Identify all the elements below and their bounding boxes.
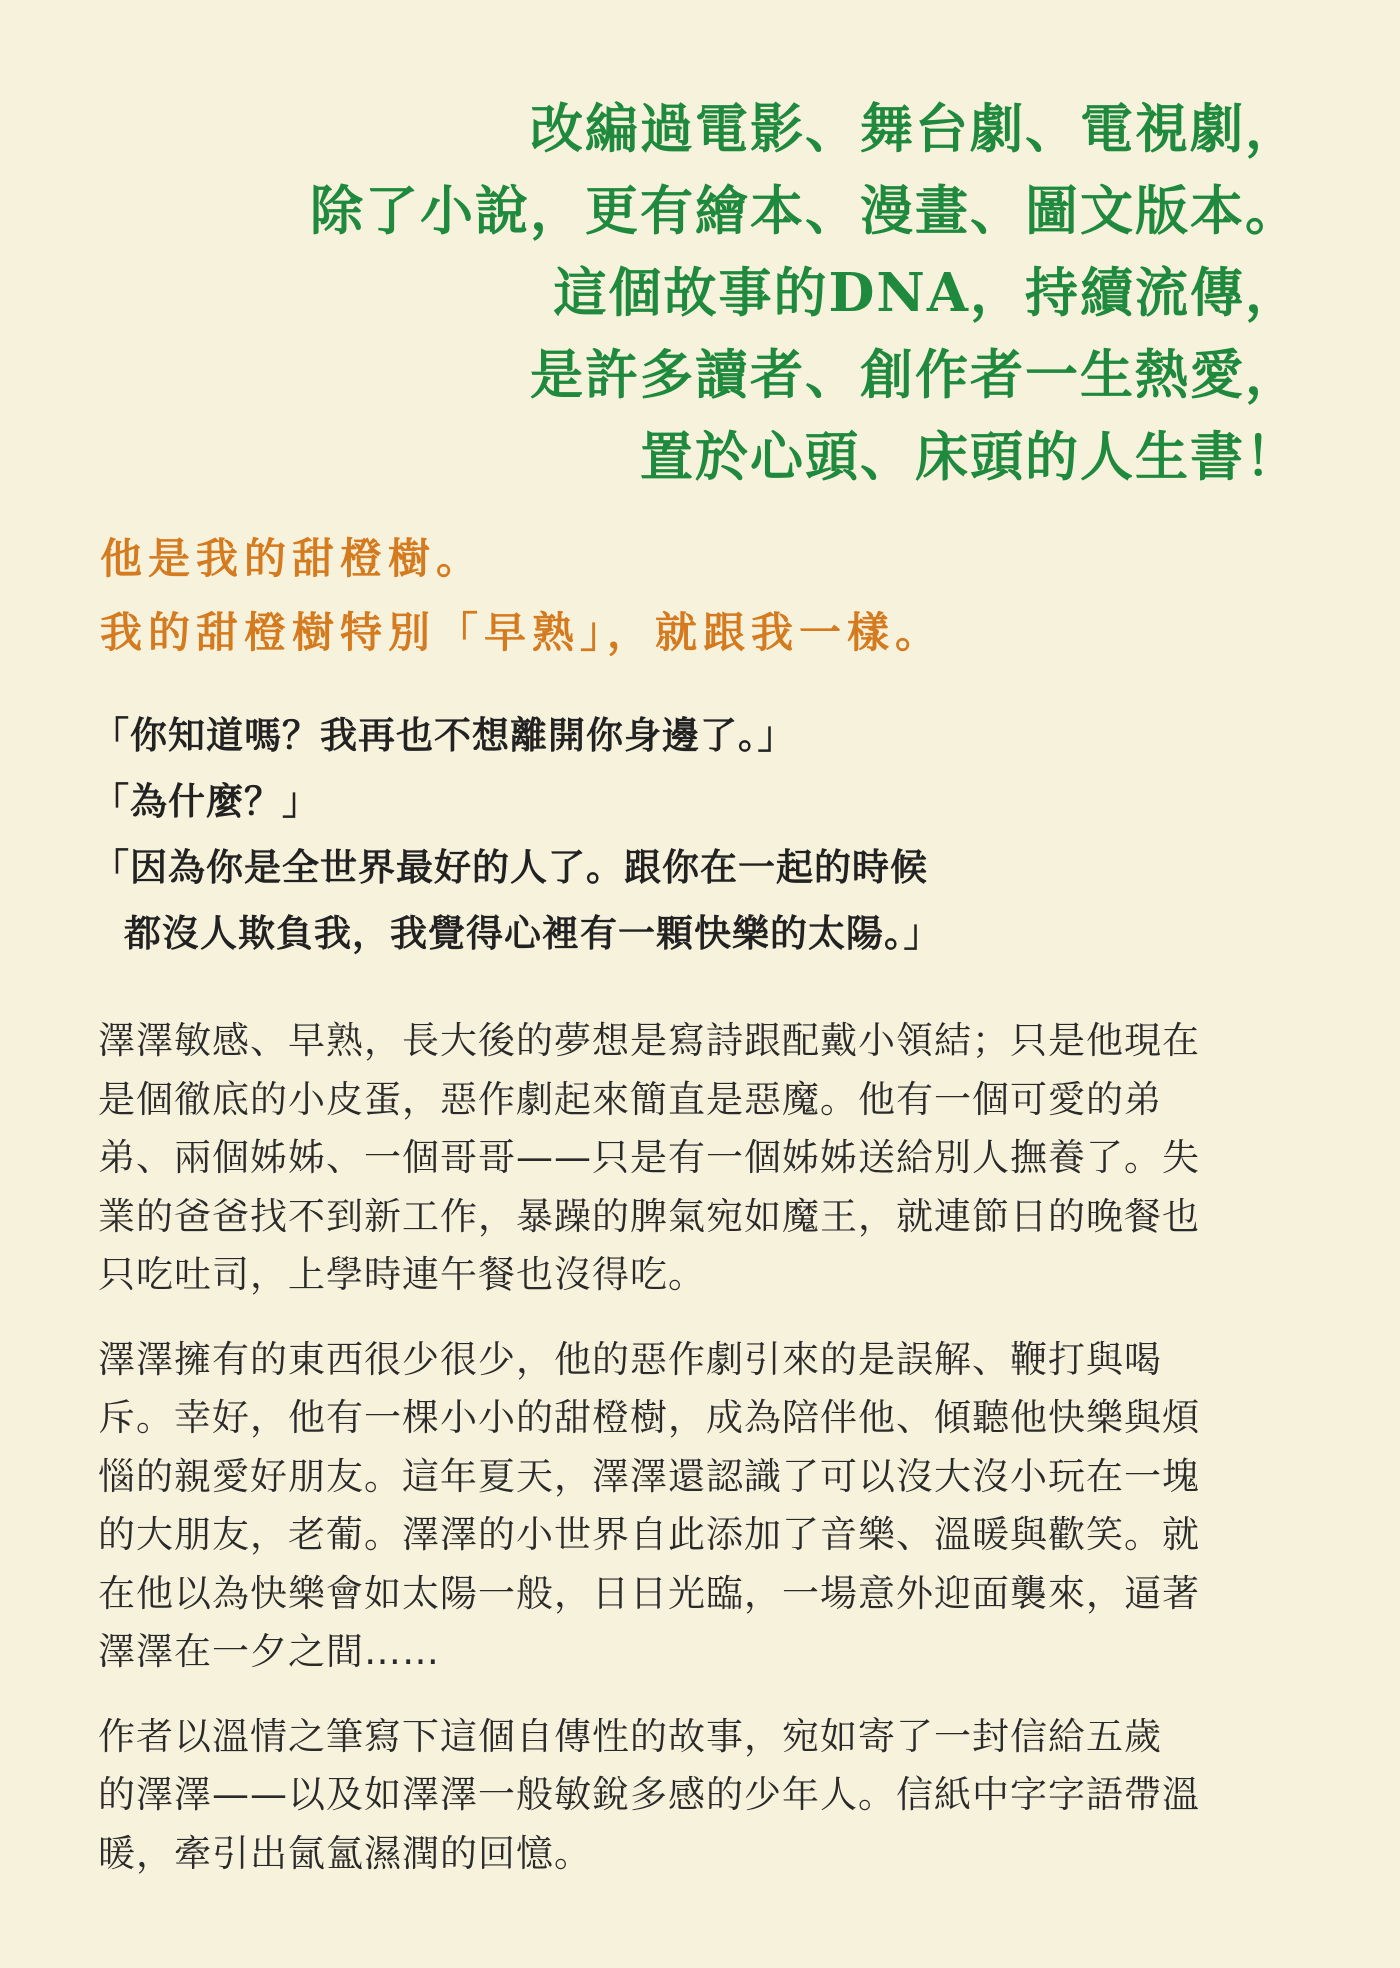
paragraph-line: 是個徹底的小皮蛋，惡作劇起來簡直是惡魔。他有一個可愛的弟 [98,1077,1162,1121]
paragraph-line: 作者以溫情之筆寫下這個自傳性的故事，宛如寄了一封信給五歲 [98,1714,1162,1758]
paragraph [98,1708,1308,1884]
dialogue-line: 「為什麼？」 [92,779,320,823]
paragraph-line: 只吃吐司，上學時連午餐也沒得吃。 [98,1253,706,1296]
paragraph [98,1331,1308,1682]
headline-line: 是許多讀者、創作者一生熱愛， [530,344,1300,406]
headline [100,88,1300,498]
paragraph [98,1012,1308,1305]
paragraph-line: 在他以為快樂會如太陽一般，日日光臨，一場意外迎面襲來，逼著 [98,1571,1200,1615]
paragraph-line: 澤澤敏感、早熟，長大後的夢想是寫詩跟配戴小領結；只是他現在 [98,1019,1200,1062]
dialogue-line: 都沒人欺負我，我覺得心裡有一顆快樂的太陽。」 [124,911,942,955]
quote-line: 他是我的甜橙樹。 [100,534,485,583]
headline-line: 這個故事的DNA，持續流傳， [553,262,1300,324]
headline-line: 置於心頭、床頭的人生書！ [640,426,1300,488]
paragraph-line: 的澤澤——以及如澤澤一般敏銳多感的少年人。信紙中字字語帶溫 [98,1773,1200,1816]
body-text [98,1012,1308,1909]
paragraph-line: 澤澤在一夕之間…… [98,1630,440,1673]
headline-line: 改編過電影、舞台劇、電視劇， [530,98,1300,160]
dialogue-line: 「你知道嗎？我再也不想離開你身邊了。」 [92,713,796,757]
headline-line: 除了小說，更有繪本、漫畫、圖文版本。 [310,180,1300,242]
paragraph-line: 暖，牽引出氤氳濕潤的回憶。 [98,1831,592,1875]
paragraph-line: 斥。幸好，他有一棵小小的甜橙樹，成為陪伴他、傾聽他快樂與煩 [98,1396,1200,1439]
paragraph-line: 惱的親愛好朋友。這年夏天，澤澤還認識了可以沒大沒小玩在一塊 [98,1454,1200,1498]
paragraph-line: 弟、兩個姊姊、一個哥哥——只是有一個姊姊送給別人撫養了。失 [98,1136,1200,1179]
paragraph-line: 業的爸爸找不到新工作，暴躁的脾氣宛如魔王，就連節日的晚餐也 [98,1194,1200,1238]
paragraph-line: 澤澤擁有的東西很少很少，他的惡作劇引來的是誤解、鞭打與喝 [98,1337,1162,1381]
paragraph-line: 的大朋友，老葡。澤澤的小世界自此添加了音樂、溫暖與歡笑。就 [98,1513,1200,1556]
dialogue-line: 「因為你是全世界最好的人了。跟你在一起的時候 [92,845,928,889]
orange-quote [100,522,943,670]
dialogue-block [92,702,942,966]
quote-line: 我的甜橙樹特別「早熟」，就跟我一樣。 [100,608,944,657]
